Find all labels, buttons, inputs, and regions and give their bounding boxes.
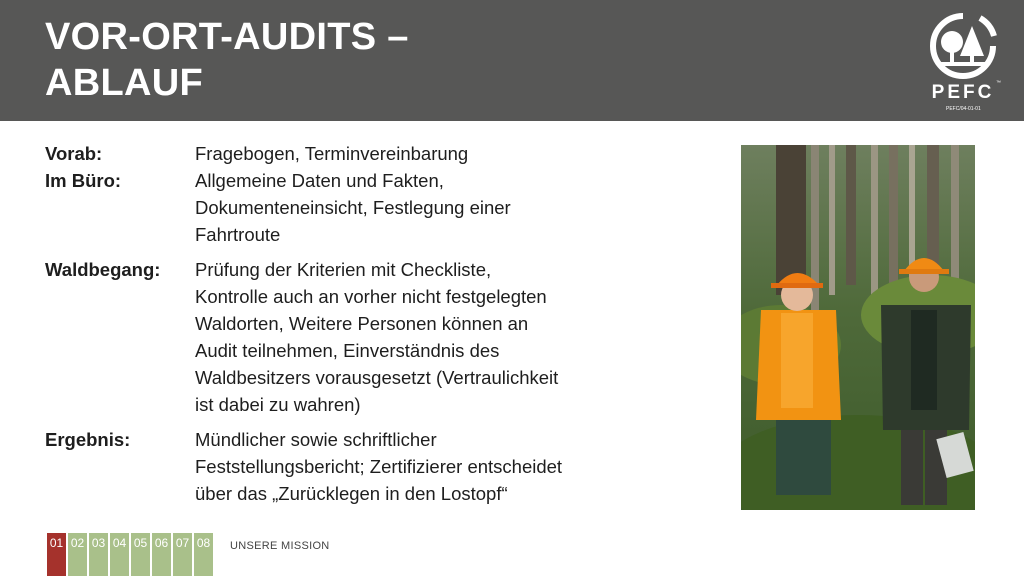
slide-title — [45, 14, 409, 106]
step-term: Ergebnis: — [45, 429, 131, 450]
step-description — [195, 426, 635, 507]
section-tabs — [47, 533, 213, 576]
audit-steps — [45, 140, 635, 507]
step-row — [45, 140, 635, 167]
step-line: Fragebogen, Terminvereinbarung — [195, 143, 469, 164]
title-line-1: VOR-ORT-AUDITS – — [45, 16, 409, 58]
pefc-tree-icon — [920, 12, 1006, 82]
step-row — [45, 256, 635, 418]
step-row — [45, 426, 635, 507]
section-tab-02[interactable]: 02 — [68, 533, 87, 576]
step-description — [195, 167, 635, 248]
step-line: über das „Zurücklegen in den Lostopf“ — [195, 483, 508, 504]
step-row — [45, 167, 635, 248]
section-tab-06[interactable]: 06 — [152, 533, 171, 576]
title-line-2: ABLAUF — [45, 62, 203, 104]
step-line: Allgemeine Daten und Fakten, — [195, 170, 444, 191]
step-term: Vorab: — [45, 143, 103, 164]
step-line: Dokumenteneinsicht, Festlegung einer — [195, 197, 511, 218]
section-tab-08[interactable]: 08 — [194, 533, 213, 576]
step-term: Waldbegang: — [45, 259, 161, 280]
section-label: UNSERE MISSION — [230, 540, 330, 552]
step-description — [195, 140, 635, 167]
step-line: Audit teilnehmen, Einverständnis des — [195, 340, 500, 361]
step-line: Kontrolle auch an vorher nicht festgelegten — [195, 286, 547, 307]
step-line: ist dabei zu wahren) — [195, 394, 361, 415]
step-line: Mündlicher sowie schriftlicher — [195, 429, 437, 450]
step-term: Im Büro: — [45, 170, 122, 191]
pefc-wordmark: PEFC — [931, 82, 995, 103]
step-line: Waldorten, Weitere Personen können an — [195, 313, 529, 334]
pefc-code: PEFC/04-01-01 — [946, 106, 981, 112]
section-tab-01[interactable]: 01 — [47, 533, 66, 576]
section-tab-05[interactable]: 05 — [131, 533, 150, 576]
step-description — [195, 256, 635, 418]
step-line: Fahrtroute — [195, 224, 281, 245]
step-line: Waldbesitzers vorausgesetzt (Vertraulichkeit — [195, 367, 559, 388]
pefc-logo — [920, 12, 1006, 112]
section-tab-07[interactable]: 07 — [173, 533, 192, 576]
section-tab-03[interactable]: 03 — [89, 533, 108, 576]
header-bar — [0, 0, 1024, 121]
step-line: Feststellungsbericht; Zertifizierer entscheidet — [195, 456, 563, 477]
forest-auditors-photo — [741, 145, 975, 510]
trademark-symbol: ™ — [996, 80, 1001, 86]
step-line: Prüfung der Kriterien mit Checkliste, — [195, 259, 492, 280]
section-tab-04[interactable]: 04 — [110, 533, 129, 576]
